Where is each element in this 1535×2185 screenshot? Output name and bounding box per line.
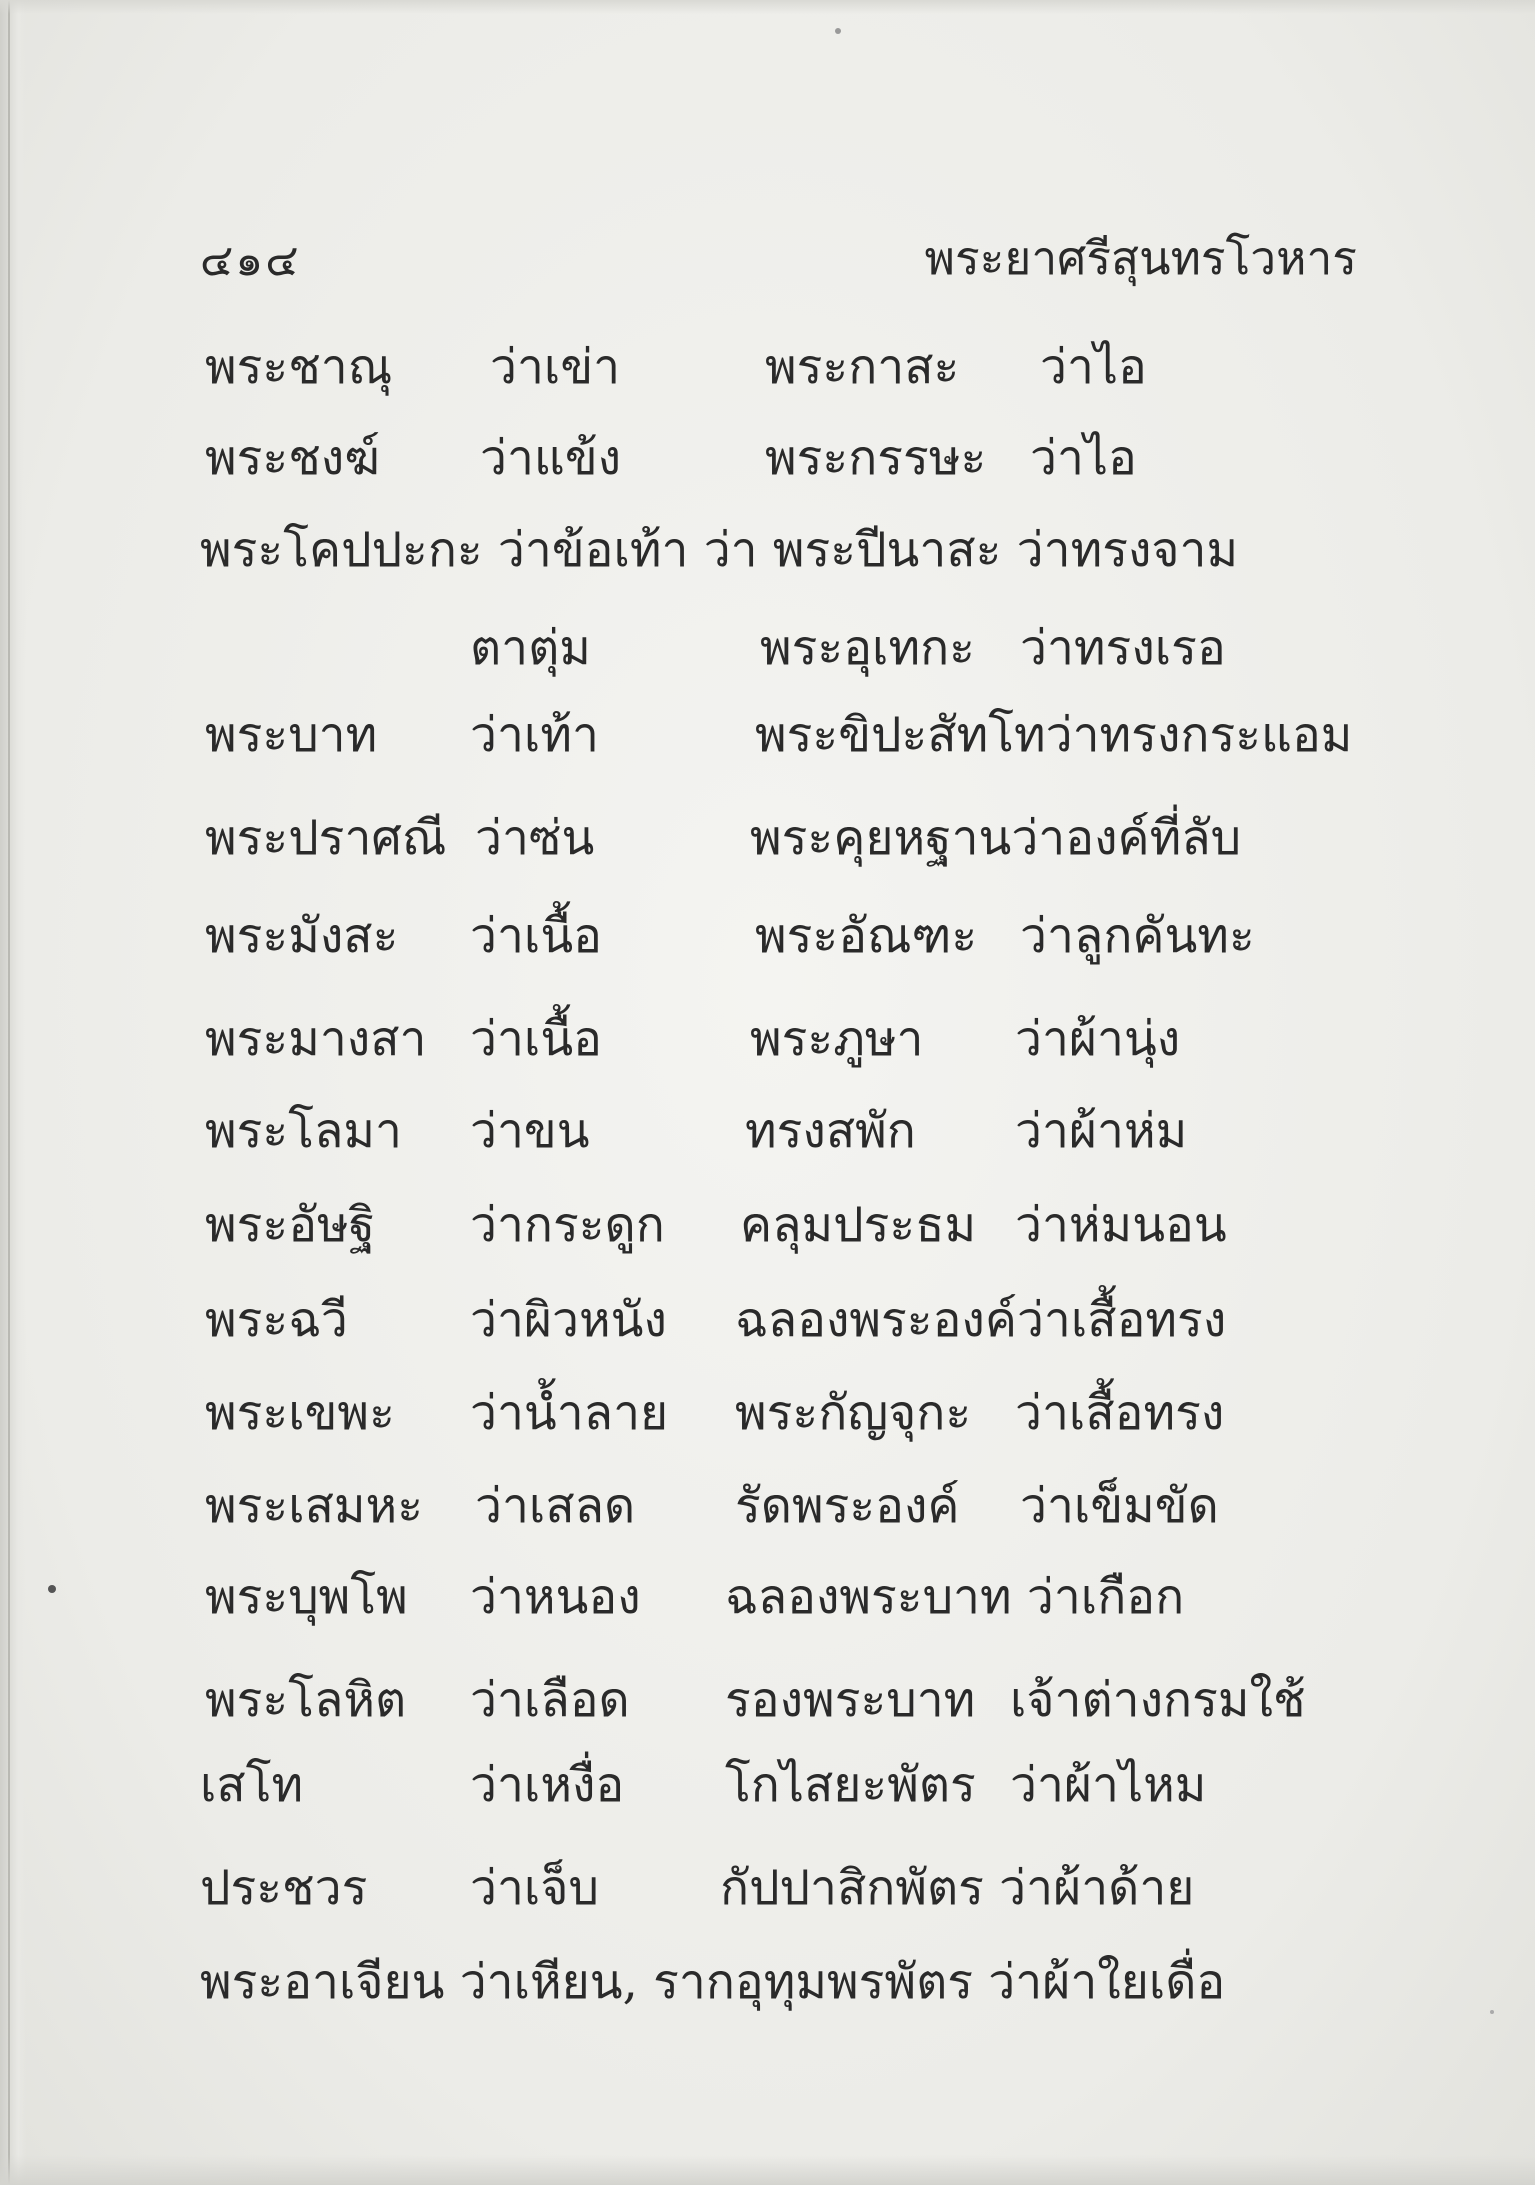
list-row xyxy=(200,1858,1400,1918)
meaning: ว่าเลือด xyxy=(470,1672,630,1728)
meaning: ว่าซ่น xyxy=(475,810,595,866)
meaning: ว่าห่มนอน xyxy=(1015,1197,1227,1253)
term: พระโลมา xyxy=(205,1103,402,1159)
term: พระกาสะ xyxy=(765,339,960,395)
term: พระบาท xyxy=(205,707,378,763)
meaning: ว่าเข็มขัด xyxy=(1020,1478,1219,1534)
meaning: ว่าไอ xyxy=(1040,339,1147,395)
meaning: ว่าเหงื่อ xyxy=(470,1757,625,1813)
term: พระเสมหะ xyxy=(205,1478,423,1534)
meaning: ว่าผ้านุ่ง xyxy=(1015,1011,1181,1067)
page-number: ๔๑๔ xyxy=(200,235,301,286)
term: ประชวร xyxy=(200,1860,368,1916)
term: รัดพระองค์ xyxy=(735,1478,960,1534)
term: ทรงสพัก xyxy=(745,1103,916,1159)
list-row xyxy=(200,808,1400,868)
page-bottom-edge xyxy=(0,2155,1535,2185)
running-title: พระยาศรีสุนทรโวหาร xyxy=(924,231,1357,285)
term: พระเขพะ xyxy=(205,1385,395,1441)
list-row xyxy=(200,705,1400,765)
list-row xyxy=(200,428,1400,488)
meaning: ว่าเสลด xyxy=(475,1478,636,1534)
meaning: ว่าไอ xyxy=(1030,430,1137,486)
page-left-edge xyxy=(0,0,26,2185)
meaning: ตาตุ่ม xyxy=(470,620,591,676)
meaning: ว่าทรงเรอ xyxy=(1020,620,1226,676)
meaning: ว่าเนื้อ xyxy=(470,908,602,964)
meaning: ว่าผิวหนัง xyxy=(470,1292,667,1348)
term: พระโลหิต xyxy=(205,1672,407,1728)
term: พระอัษฐิ xyxy=(205,1197,376,1253)
meaning: ว่าหนอง xyxy=(470,1569,641,1625)
term: พระกรรษะ xyxy=(765,430,987,486)
term: พระขิปะสัทโทว่าทรงกระแอม xyxy=(755,707,1353,763)
term: ฉลองพระบาท ว่าเกือก xyxy=(725,1569,1185,1625)
term: พระภูษา xyxy=(750,1011,924,1067)
term: พระกัญจุกะ xyxy=(735,1385,972,1441)
meaning: ว่ากระดูก xyxy=(470,1197,665,1253)
term: พระอัณฑะ xyxy=(755,908,978,964)
term: พระมางสา xyxy=(205,1011,427,1067)
meaning: ว่าเจ็บ xyxy=(470,1860,599,1916)
meaning: ว่าเนื้อ xyxy=(470,1011,602,1067)
meaning: ว่าน้ำลาย xyxy=(470,1385,669,1441)
term: โกไสยะพัตร xyxy=(725,1757,976,1813)
term: ฉลองพระองค์ว่าเสื้อทรง xyxy=(735,1292,1227,1348)
list-row xyxy=(200,1476,1400,1536)
term: พระมังสะ xyxy=(205,908,399,964)
term: เสโท xyxy=(200,1757,304,1813)
list-row xyxy=(200,1009,1400,1069)
term: พระชาณุ xyxy=(205,339,393,395)
list-row xyxy=(200,1195,1400,1255)
meaning: ว่าแข้ง xyxy=(480,430,622,486)
term: รองพระบาท xyxy=(725,1672,976,1728)
list-row xyxy=(200,1755,1400,1815)
ink-speck xyxy=(1490,2010,1494,2014)
meaning: ว่าผ้าไหม xyxy=(1010,1757,1207,1813)
list-row xyxy=(200,618,1400,678)
term: พระบุพโพ xyxy=(205,1569,408,1625)
meaning: ว่าเข่า xyxy=(490,339,621,395)
list-row xyxy=(200,1383,1400,1443)
term: พระชงฆ์ xyxy=(205,430,380,486)
meaning: ว่าเสื้อทรง xyxy=(1015,1385,1225,1441)
meaning: ว่าขน xyxy=(470,1103,590,1159)
list-row xyxy=(200,1670,1400,1730)
ink-speck xyxy=(48,1585,56,1593)
term: คลุมประธม xyxy=(740,1197,977,1253)
list-row-full: พระอาเจียน ว่าเหียน, รากอุทุมพรพัตร ว่าผ้าใยเดื่อ xyxy=(200,1954,1226,2010)
list-row xyxy=(200,1567,1400,1627)
list-row xyxy=(200,1101,1400,1161)
list-row xyxy=(200,337,1400,397)
term: พระอุเทกะ xyxy=(760,620,975,676)
term: กัปปาสิกพัตร ว่าผ้าด้าย xyxy=(720,1860,1195,1916)
meaning: ว่าลูกคันทะ xyxy=(1020,908,1255,964)
meaning: เจ้าต่างกรมใช้ xyxy=(1010,1672,1306,1728)
term: พระคุยหฐานว่าองค์ที่ลับ xyxy=(750,810,1242,866)
page-top-edge xyxy=(0,0,1535,14)
list-row xyxy=(200,906,1400,966)
term: พระฉวี xyxy=(205,1292,348,1348)
term: พระปราศณี xyxy=(205,810,447,866)
list-row-full: พระโคปปะกะ ว่าข้อเท้า ว่า พระปีนาสะ ว่าทรงจาม xyxy=(200,522,1239,578)
meaning: ว่าเท้า xyxy=(470,707,599,763)
meaning: ว่าผ้าห่ม xyxy=(1015,1103,1188,1159)
ink-speck xyxy=(835,28,841,34)
list-row xyxy=(200,1290,1400,1350)
